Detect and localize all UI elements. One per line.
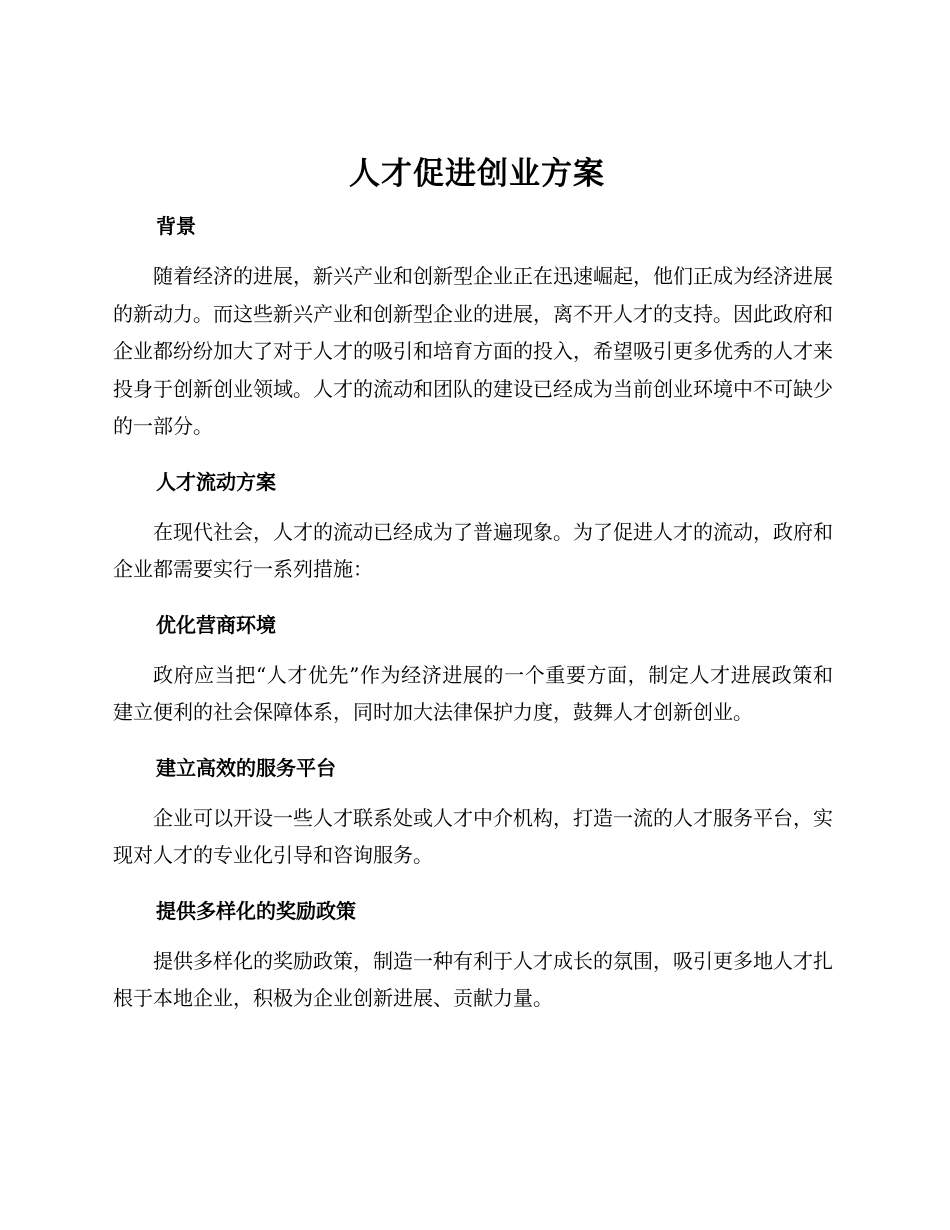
document-body [113, 148, 833, 1018]
section-talent-mobility [113, 464, 833, 589]
section-background [113, 208, 833, 446]
section-heading: 人才流动方案 [156, 469, 276, 494]
document-title: 人才促进创业方案 [349, 156, 605, 192]
section-heading: 优化营商环境 [156, 612, 276, 637]
section-paragraph: 企业可以开设一些人才联系处或人才中介机构，打造一流的人才服务平台，实现对人才的专业化引导和咨询服务。 [113, 805, 833, 867]
section-heading: 建立高效的服务平台 [156, 755, 336, 780]
section-heading: 提供多样化的奖励政策 [156, 898, 356, 923]
section-paragraph: 在现代社会，人才的流动已经成为了普遍现象。为了促进人才的流动，政府和企业都需要实行一系列措施： [113, 519, 833, 581]
section-service-platform [113, 750, 833, 875]
section-heading: 背景 [156, 214, 196, 238]
section-business-environment [113, 607, 833, 732]
section-paragraph: 提供多样化的奖励政策，制造一种有利于人才成长的氛围，吸引更多地人才扎根于本地企业，积极为企业创新进展、贡献力量。 [113, 948, 833, 1010]
section-paragraph: 政府应当把“人才优先”作为经济进展的一个重要方面，制定人才进展政策和建立便利的社会保障体系，同时加大法律保护力度，鼓舞人才创新创业。 [113, 662, 833, 724]
section-reward-policy [113, 893, 833, 1018]
section-paragraph: 随着经济的进展，新兴产业和创新型企业正在迅速崛起，他们正成为经济进展的新动力。而这些新兴产业和创新型企业的进展，离不开人才的支持。因此政府和企业都纷纷加大了对于人才的吸引和培育方面的投入，希望吸引更多优秀的人才来投身于创新创业领域。人才的流动和团队的建设已经成为当前创业环境中不可缺少的一部分。 [113, 264, 833, 438]
